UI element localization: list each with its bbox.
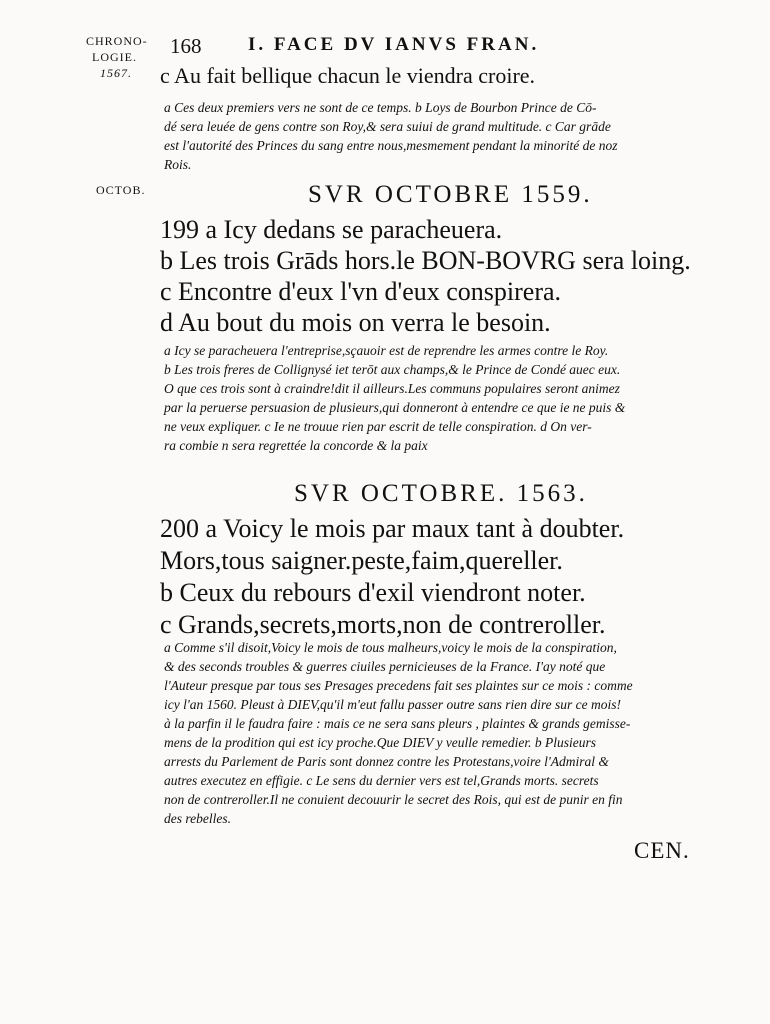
page-number: 168 bbox=[170, 34, 202, 58]
comment-line: & des seconds troubles & guerres ciuiles pernicieuses de la France. I'ay noté que bbox=[164, 659, 606, 674]
running-title: I. FACE DV IANVS FRAN. bbox=[248, 34, 540, 55]
comment-line: autres executez en effigie. c Le sens du dernier vers est tel,Grands morts. secrets bbox=[164, 773, 599, 788]
comment-line: est l'autorité des Princes du sang entre nous,mesmement pendant la minorité de noz bbox=[164, 138, 618, 153]
comment-line: a Ces deux premiers vers ne sont de ce temps. b Loys de Bourbon Prince de Cō- bbox=[164, 100, 597, 115]
verse-line: b Les trois Grāds hors.le BON-BOVRG sera loing. bbox=[160, 246, 691, 275]
comment-line: non de contreroller.Il ne conuient decouurir le secret des Rois, qui est de punir en fin bbox=[164, 792, 623, 807]
comment-line: ra combie n sera regrettée la concorde & la paix bbox=[164, 438, 428, 453]
comment-line: a Icy se paracheuera l'entreprise,sçauoir est de reprendre les armes contre le Roy. bbox=[164, 343, 609, 358]
comment-line: des rebelles. bbox=[164, 811, 231, 826]
verse-line: Mors,tous saigner.peste,faim,quereller. bbox=[160, 546, 563, 575]
section-title-1563: SVR OCTOBRE. 1563. bbox=[294, 480, 588, 507]
verse-line: b Ceux du rebours d'exil viendront noter. bbox=[160, 578, 586, 607]
margin-chronologie-1: CHRONO- bbox=[86, 34, 148, 48]
verse-line: 200 a Voicy le mois par maux tant à doubter. bbox=[160, 514, 625, 543]
comment-line: par la peruerse persuasion de plusieurs,qui donneront à entendre ce que ie ne puis & bbox=[164, 400, 626, 415]
section-title-1559: SVR OCTOBRE 1559. bbox=[308, 181, 593, 208]
margin-octob: OCTOB. bbox=[96, 183, 146, 197]
comment-line: mens de la prodition qui est icy proche.Que DIEV y veulle remedier. b Plusieurs bbox=[164, 735, 597, 750]
comment-line: O que ces trois sont à craindre!dit il ailleurs.Les communs populaires seront animez bbox=[164, 381, 620, 396]
verse-continuation: c Au fait bellique chacun le viendra croire. bbox=[160, 63, 536, 88]
comment-line: arrests du Parlement de Paris sont donnez contre les Protestans,voire l'Admiral & bbox=[164, 754, 609, 769]
comment-line: à la parfin il le faudra faire : mais ce ne sera sans pleurs , plaintes & grands gemisse- bbox=[164, 716, 631, 731]
margin-year: 1567. bbox=[100, 66, 132, 80]
comment-line: Rois. bbox=[164, 157, 192, 172]
verse-line: d Au bout du mois on verra le besoin. bbox=[160, 308, 551, 337]
verse-line: c Grands,secrets,morts,non de contreroller. bbox=[160, 610, 606, 639]
comment-line: ne veux expliquer. c Ie ne trouue rien par escrit de telle conspiration. d On ver- bbox=[164, 419, 592, 434]
comment-line: dé sera leuée de gens contre son Roy,& sera suiui de grand multitude. c Car grāde bbox=[164, 119, 611, 134]
verse-line: c Encontre d'eux l'vn d'eux conspirera. bbox=[160, 277, 562, 306]
verse-line: 199 a Icy dedans se paracheuera. bbox=[160, 215, 503, 244]
comment-line: icy l'an 1560. Pleust à DIEV,qu'il m'eut fallu passer outre sans rien dire sur ce mois! bbox=[164, 697, 621, 712]
comment-line: b Les trois freres de Collignysé iet terōt aux champs,& le Prince de Condé auec eux. bbox=[164, 362, 621, 377]
comment-line: l'Auteur presque par tous ses Presages precedens fait ses plaintes sur ce mois : comme bbox=[164, 678, 633, 693]
catchword: CEN. bbox=[634, 838, 690, 863]
comment-line: a Comme s'il disoit,Voicy le mois de tous malheurs,voicy le mois de la conspiration, bbox=[164, 640, 617, 655]
margin-chronologie-2: LOGIE. bbox=[92, 50, 137, 64]
